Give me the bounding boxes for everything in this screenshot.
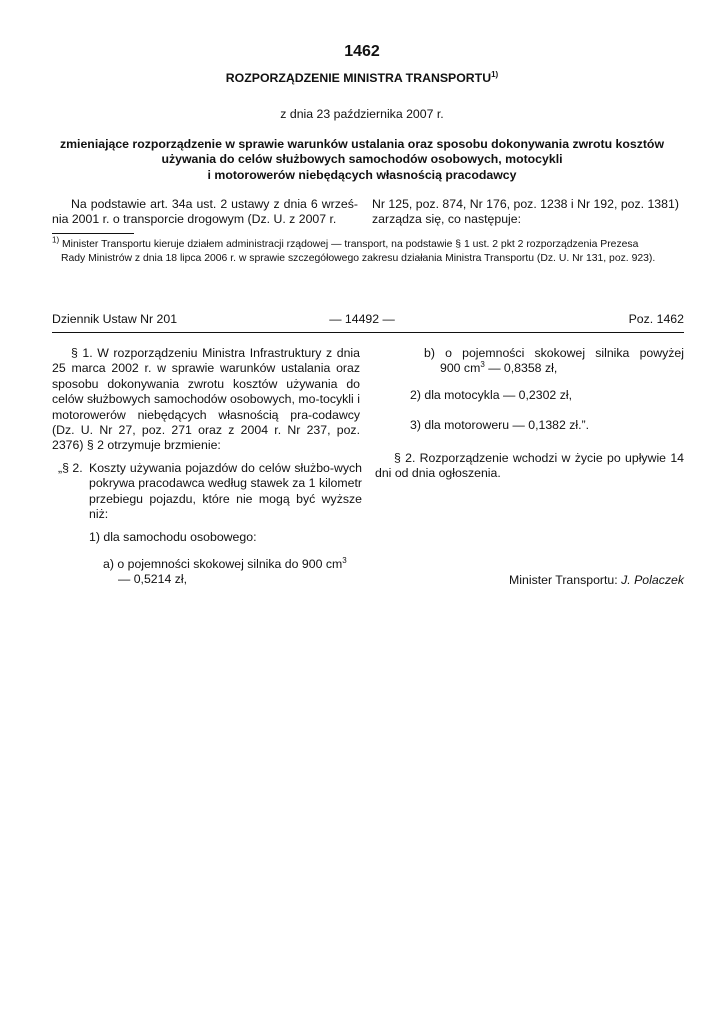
paragraph-2: § 2. Rozporządzenie wchodzi w życie po upływie 14 dni od dnia ogłoszenia. xyxy=(375,451,684,481)
superscript: 3 xyxy=(342,555,347,565)
legal-basis-line: zarządza się, co następuje: xyxy=(372,212,522,227)
act-subtitle xyxy=(40,137,684,183)
legal-basis-left: Na podstawie art. 34a ust. 2 ustawy z dnia 6 wrześ-nia 2001 r. o transporcie drogowym (Dz. U. z 2007 r. xyxy=(52,197,358,227)
footnote-rule xyxy=(52,233,134,234)
journal-name: Dziennik Ustaw Nr 201 xyxy=(52,312,178,326)
subtitle-line: używania do celów służbowych samochodów osobowych, motocykli xyxy=(161,152,563,167)
item-1: 1) dla samochodu osobowego: xyxy=(89,530,257,544)
footnote-line: Rady Ministrów z dnia 18 lipca 2006 r. w sprawie szczegółowego zakresu działania Ministra Transportu (Dz. U. Nr 131, poz. 923). xyxy=(61,252,656,264)
item-1b-text: b) o pojemności skokowej silnika powyżej xyxy=(424,346,684,360)
quoted-section-text: Koszty używania pojazdów do celów służbo-wych pokrywa pracodawca według stawek za 1 kilometr przebiegu pojazdu, które nie mogą być wyższe niż: xyxy=(89,461,362,522)
act-number: 1462 xyxy=(344,43,380,60)
superscript: 3 xyxy=(480,360,485,370)
footnote-ref: 1) xyxy=(491,69,499,79)
paragraph-1: § 1. W rozporządzeniu Ministra Infrastruktury z dnia 25 marca 2002 r. w sprawie warunków ustalania oraz sposobu dokonywania zwrotu kosztów używania do celów służbowych samochodów osobowych, mo-tocykli i motorowerów niebędących własnością pra-codawcy (Dz. U. Nr 27, poz. 271 oraz z 2004 r. Nr 237, poz. 2376) § 2 otrzymuje brzmienie: xyxy=(52,346,360,453)
page-number: — 14492 — xyxy=(329,312,395,326)
quoted-section xyxy=(58,461,362,523)
act-title xyxy=(0,71,724,86)
position-number: Poz. 1462 xyxy=(628,312,684,326)
item-1b-value: 900 $cm^3$ — 0,8358 zł, xyxy=(440,360,558,376)
legal-basis-right xyxy=(372,197,684,228)
signature xyxy=(509,573,684,588)
header-rule xyxy=(52,332,684,333)
signature-role: Minister Transportu: xyxy=(509,573,622,587)
legal-basis-line: Nr 125, poz. 874, Nr 176, poz. 1238 i Nr 192, poz. 1381) xyxy=(372,197,679,211)
quoted-section-label: „§ 2. xyxy=(58,461,83,475)
footnote xyxy=(52,235,692,265)
item-3: 3) dla motoroweru — 0,1382 zł.”. xyxy=(410,418,590,432)
footnote-mark: 1) xyxy=(52,235,60,245)
item-1a xyxy=(103,557,365,588)
subtitle-line: i motorowerów niebędących własnością pracodawcy xyxy=(207,167,517,182)
footnote-line: Minister Transportu kieruje działem administracji rządowej — transport, na podstawie § 1 ust. 2 pkt 2 rozporządzenia Prezesa xyxy=(62,239,639,250)
subtitle-line: zmieniające rozporządzenie w sprawie warunków ustalania oraz sposobu dokonywania zwrotu kosztów xyxy=(59,137,665,151)
signature-name: J. Polaczek xyxy=(621,573,684,587)
act-date: z dnia 23 października 2007 r. xyxy=(280,107,444,121)
item-2: 2) dla motocykla — 0,2302 zł, xyxy=(410,388,572,402)
item-1a-text: a) o pojemności skokowej silnika do 900 cm xyxy=(103,557,343,571)
item-1a-value: — 0,5214 zł, xyxy=(118,572,188,587)
item-1b xyxy=(424,346,684,377)
act-title-text: ROZPORZĄDZENIE MINISTRA TRANSPORTU xyxy=(225,71,492,85)
